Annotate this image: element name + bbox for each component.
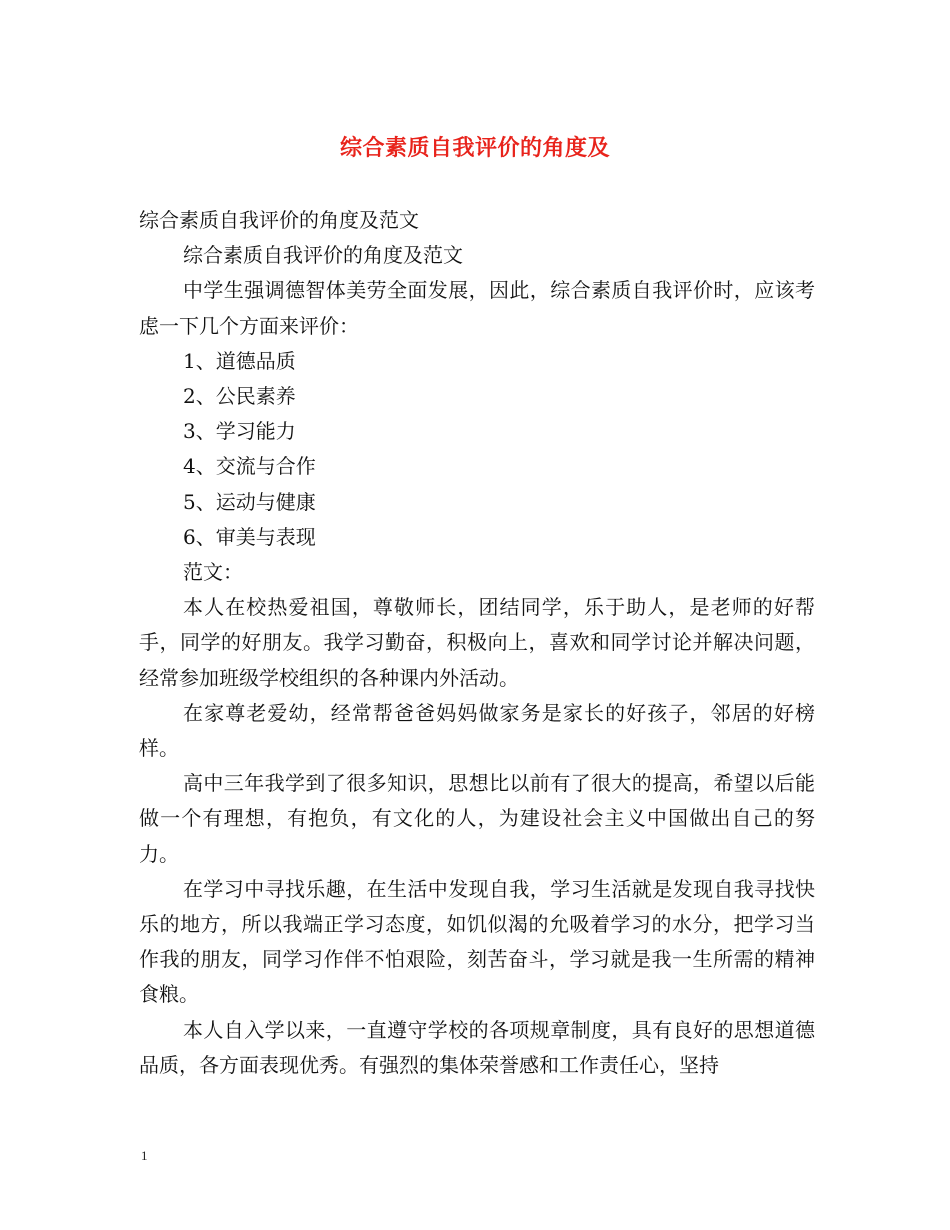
list-item: 1、道德品质 bbox=[183, 348, 296, 373]
paragraph-body: 在学习中寻找乐趣，在生活中发现自我，学习生活就是发现自我寻找快乐的地方，所以我端正学习态度，如饥似渴的允吸着学习的水分，把学习当作我的朋友，同学习作伴不怕艰险，刻苦奋斗，学习就是我一生所需的精神食粮。 bbox=[139, 876, 815, 1007]
paragraph-example-label: 范文： bbox=[183, 560, 243, 585]
paragraph-subheading: 综合素质自我评价的角度及范文 bbox=[183, 243, 463, 268]
paragraph-intro: 中学生强调德智体美劳全面发展，因此，综合素质自我评价时，应该考虑一下几个方面来评价： bbox=[139, 278, 815, 338]
list-item: 3、学习能力 bbox=[183, 419, 296, 444]
document-body bbox=[139, 203, 815, 1083]
paragraph-body: 本人自入学以来，一直遵守学校的各项规章制度，具有良好的思想道德品质，各方面表现优秀。有强烈的集体荣誉感和工作责任心，坚持 bbox=[139, 1017, 815, 1077]
paragraph-body: 高中三年我学到了很多知识，思想比以前有了很大的提高，希望以后能做一个有理想，有抱负，有文化的人，为建设社会主义中国做出自己的努力。 bbox=[139, 771, 815, 866]
paragraph-body: 在家尊老爱幼，经常帮爸爸妈妈做家务是家长的好孩子，邻居的好榜样。 bbox=[139, 700, 815, 761]
list-item: 4、交流与合作 bbox=[183, 454, 316, 479]
list-item: 5、运动与健康 bbox=[183, 489, 316, 514]
list-item: 2、公民素养 bbox=[183, 384, 296, 409]
page-number: 1 bbox=[141, 1148, 148, 1163]
page-title: 综合素质自我评价的角度及 bbox=[339, 135, 610, 161]
paragraph-body: 本人在校热爱祖国，尊敬师长，团结同学，乐于助人，是老师的好帮手，同学的好朋友。我学习勤奋，积极向上，喜欢和同学讨论并解决问题，经常参加班级学校组织的各种课内外活动。 bbox=[139, 595, 815, 690]
paragraph-heading: 综合素质自我评价的角度及范文 bbox=[139, 208, 419, 232]
list-item: 6、审美与表现 bbox=[183, 524, 316, 549]
